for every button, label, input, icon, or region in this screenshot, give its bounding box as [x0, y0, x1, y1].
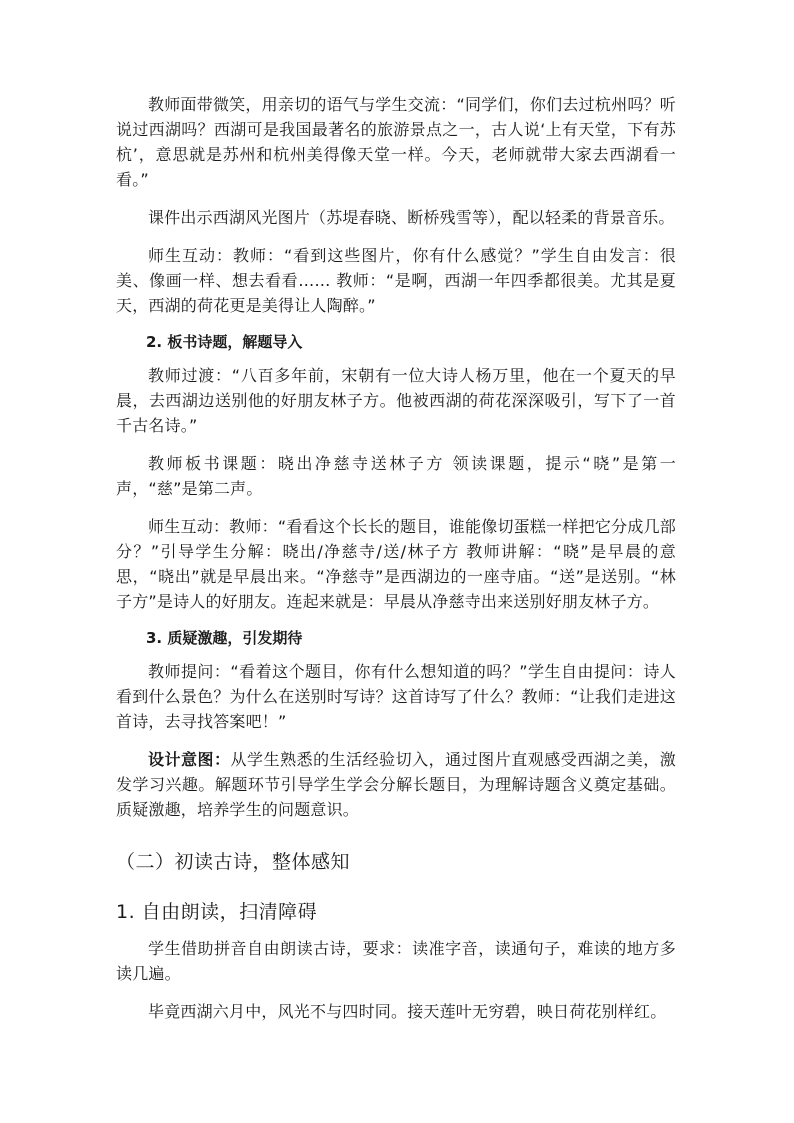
reading-instruction-paragraph: 学生借助拼音自由朗读古诗，要求：读准字音，读通句子，难读的地方多读几遍。 [116, 939, 676, 983]
section-title-2: （二）初读古诗，整体感知 [116, 851, 351, 873]
design-intent-label: 设计意图： [148, 750, 231, 769]
step-heading-2: 2. 板书诗题，解题导入 [146, 333, 303, 351]
document-body [116, 92, 676, 1024]
question-paragraph: 教师提问：“看着这个题目，你有什么想知道的吗？”学生自由提问：诗人看到什么景色？为什么在送别时写诗？这首诗写了什么？教师：“让我们走进这首诗，去寻找答案吧！” [116, 662, 676, 731]
interaction-paragraph: 师生互动：教师：“看到这些图片，你有什么感觉？”学生自由发言：很美、像画一样、想去看看…… 教师：“是啊，西湖一年四季都很美。尤其是夏天，西湖的荷花更是美得让人陶醉。” [116, 246, 676, 315]
poem-text: 毕竟西湖六月中，风光不与四时同。接天莲叶无穷碧，映日荷花别样红。 [148, 1002, 667, 1021]
title-writing-paragraph: 教师板书课题：晓出净慈寺送林子方 领读课题，提示“晓”是第一声，“慈”是第二声。 [116, 454, 676, 498]
design-intent-paragraph [116, 747, 676, 822]
subsection-title-1: 1. 自由朗读，扫清障碍 [116, 901, 318, 923]
courseware-paragraph: 课件出示西湖风光图片（苏堤春晓、断桥残雪等），配以轻柔的背景音乐。 [148, 208, 675, 227]
title-analysis-paragraph: 师生互动：教师：“看看这个长长的题目，谁能像切蛋糕一样把它分成几部分？”引导学生分解：晓出/净慈寺/送/林子方 教师讲解：“晓”是早晨的意思，“晓出”就是早晨出来。“净慈寺”是西湖边的一座寺庙。“送”是送别。“林子方”是诗人的好朋友。连起来就是：早晨从净慈寺出来送别好朋友林子方。 [116, 517, 676, 611]
transition-paragraph: 教师过渡：“八百多年前，宋朝有一位大诗人杨万里，他在一个夏天的早晨，去西湖边送别他的好朋友林子方。他被西湖的荷花深深吸引，写下了一首千古名诗。” [116, 366, 676, 435]
intro-paragraph: 教师面带微笑，用亲切的语气与学生交流：“同学们，你们去过杭州吗？听说过西湖吗？西湖可是我国最著名的旅游景点之一，古人说‘上有天堂，下有苏杭’，意思就是苏州和杭州美得像天堂一样。今天，老师就带大家去西湖看一看。” [116, 95, 676, 189]
design-intent-text: 从学生熟悉的生活经验切入，通过图片直观感受西湖之美，激发学习兴趣。解题环节引导学生学会分解长题目，为理解诗题含义奠定基础。质疑激趣，培养学生的问题意识。 [116, 750, 676, 819]
step-heading-3: 3. 质疑激趣，引发期待 [146, 629, 303, 647]
